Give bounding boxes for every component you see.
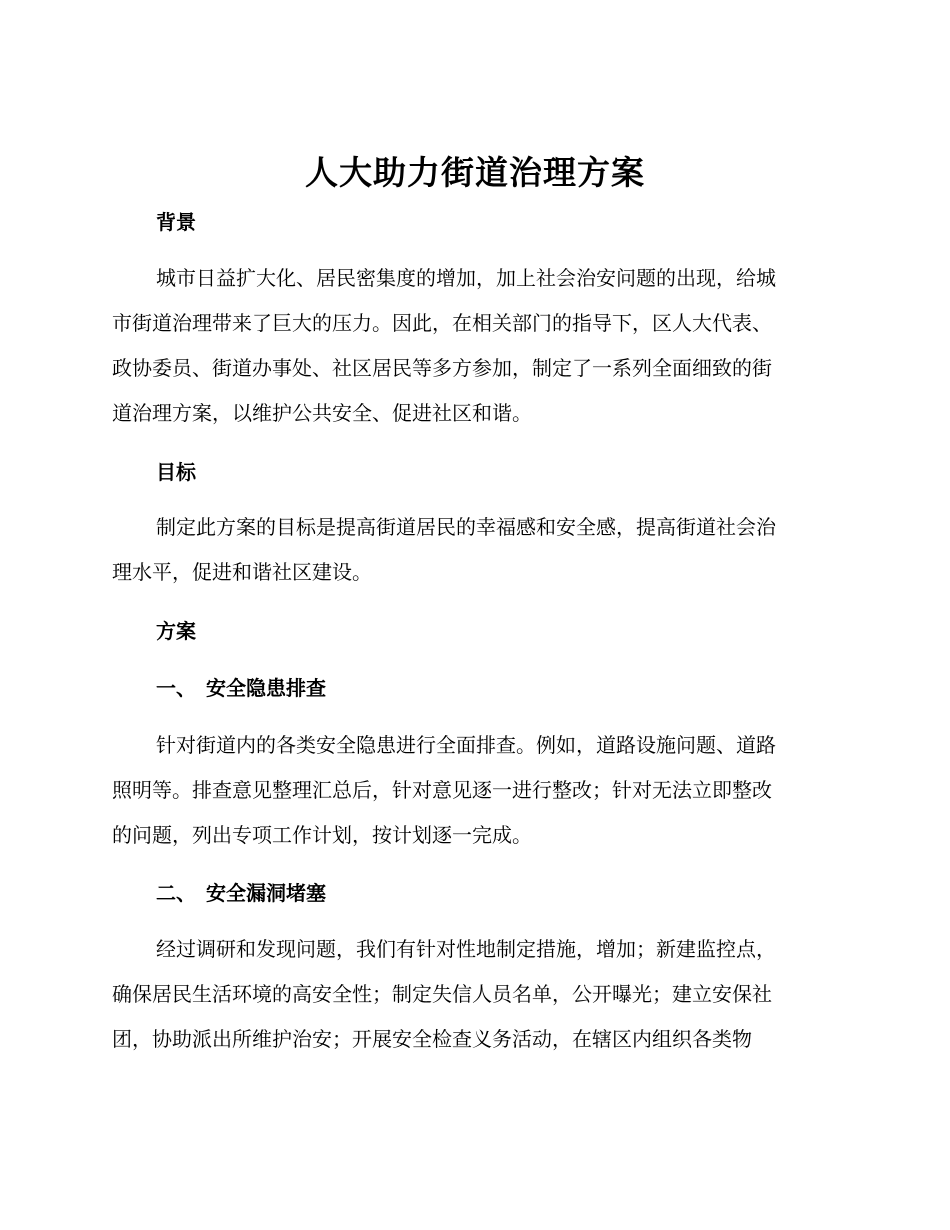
- paragraph-line: 团，协助派出所维护治安；开展安全检查义务活动，在辖区内组织各类物: [112, 1027, 752, 1051]
- paragraph-line: 针对街道内的各类安全隐患进行全面排查。例如，道路设施问题、道路: [156, 733, 776, 757]
- section-heading-goal: 目标: [156, 460, 196, 484]
- paragraph-line: 理水平，促进和谐社区建设。: [112, 560, 372, 584]
- paragraph-line: 政协委员、街道办事处、社区居民等多方参加，制定了一系列全面细致的街: [112, 356, 772, 380]
- paragraph-line: 经过调研和发现问题，我们有针对性地制定措施，增加；新建监控点，: [156, 937, 776, 961]
- paragraph-line: 的问题，列出专项工作计划，按计划逐一完成。: [112, 823, 532, 847]
- subsection-number: 二、: [156, 881, 196, 905]
- paragraph-item1: [112, 723, 832, 858]
- subsection-heading-2: [156, 879, 326, 907]
- paragraph-line: 道治理方案，以维护公共安全、促进社区和谐。: [112, 401, 532, 425]
- subsection-heading-1: [156, 674, 326, 702]
- subsection-title: 安全漏洞堵塞: [206, 881, 326, 905]
- paragraph-line: 制定此方案的目标是提高街道居民的幸福感和安全感，提高街道社会治: [156, 515, 776, 539]
- paragraph-background: [112, 256, 832, 436]
- paragraph-line: 市街道治理带来了巨大的压力。因此，在相关部门的指导下，区人大代表、: [112, 311, 772, 335]
- section-heading-background: 背景: [156, 210, 196, 234]
- section-heading-plan: 方案: [156, 619, 196, 643]
- paragraph-goal: [112, 505, 832, 595]
- paragraph-line: 照明等。排查意见整理汇总后，针对意见逐一进行整改；针对无法立即整改: [112, 778, 772, 802]
- paragraph-item2: [112, 927, 832, 1062]
- subsection-number: 一、: [156, 676, 196, 700]
- document-title: 人大助力街道治理方案: [305, 153, 645, 192]
- paragraph-line: 城市日益扩大化、居民密集度的增加，加上社会治安问题的出现，给城: [156, 266, 776, 290]
- subsection-title: 安全隐患排查: [206, 676, 326, 700]
- paragraph-line: 确保居民生活环境的高安全性；制定失信人员名单，公开曝光；建立安保社: [112, 982, 772, 1006]
